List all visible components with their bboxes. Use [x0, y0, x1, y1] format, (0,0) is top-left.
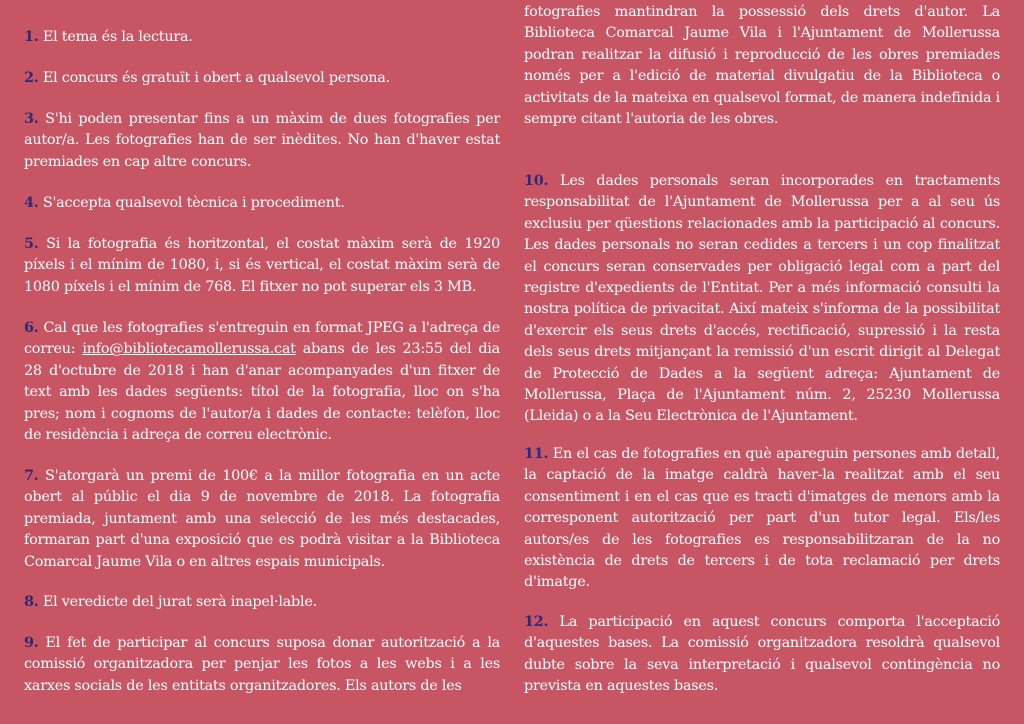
rule-text: Si la fotografia és horitzontal, el costat màxim serà de 1920 píxels i el mínim de 1080, i, si és vertical, el costat màxim serà de 1080 píxels i el mínim de 768. El fitxer no pot superar els 3 MB.: [24, 236, 501, 295]
rule-11: [524, 443, 1000, 594]
rule-6: [24, 317, 500, 446]
rule-text: Cal que les fotografies s'entreguin en format JPEG a l'adreça de correu:: [24, 320, 500, 358]
rule-12: [524, 611, 1000, 698]
rule-number: 10.: [524, 172, 549, 189]
rule-8: [24, 591, 500, 613]
rule-1: [24, 26, 500, 48]
rule-text: El fet de participar al concurs suposa donar autorització a la comissió organitzadora per penjar les fotos a les webs i a les xarxes socials de les entitats organitzadores. Els autors de les: [24, 635, 500, 694]
rule-number: 9.: [24, 634, 39, 651]
rule-number: 7.: [24, 467, 39, 484]
rule-text: abans de les 23:55 del dia 28 d'octubre de 2018 i han d'anar acompanyades d'un fitxer de text amb les dades següents: títol de la fotografia, lloc on s'ha pres; nom i cognoms de l'autor/a i dades de contacte: telèfon, lloc de residència i adreça de correu electrònic.: [24, 341, 500, 444]
rule-number: 5.: [24, 235, 39, 252]
rule-text: El tema és la lectura.: [42, 29, 193, 45]
rule-text: fotografies mantindran la possessió dels drets d'autor. La Biblioteca Comarcal Jaume Vila i l'Ajuntament de Mollerussa podran realitzar la difusió i reproducció de les obres premiades només per a l'edició de material divulgatiu de la Biblioteca o activitats de la mateixa en qualsevol format, de manera indefinida i sempre citant l'autoria de les obres.: [524, 4, 1000, 128]
email-link[interactable]: info@bibliotecamollerussa.cat: [82, 341, 296, 358]
rule-number: 8.: [24, 593, 39, 610]
rule-number: 1.: [24, 28, 39, 45]
rule-text: S'hi poden presentar fins a un màxim de dues fotografies per autor/a. Les fotografies han de ser inèdites. No han d'haver estat premiades en cap altre concurs.: [24, 111, 501, 170]
rule-7: [24, 465, 500, 573]
rule-text: En el cas de fotografies en què apareguin persones amb detall, la captació de la imatge caldrà haver-la realitzat amb el seu consentiment i en el cas que es tracti d'imatges de menors amb la corresponent autorització per part d'un tutor legal. Els/les autors/es de les fotografies es responsabilitzaran de la no existència de drets de tercers i de tota reclamació per drets d'imatge.: [524, 446, 1001, 591]
rule-text: La participació en aquest concurs comporta l'acceptació d'aquestes bases. La comissió organitzadora resoldrà qualsevol dubte sobre la seva interpretació i qualsevol contingència no prevista en aquestes bases.: [524, 614, 1000, 695]
rule-10: [524, 170, 1000, 428]
rule-number: 11.: [524, 445, 549, 462]
rule-number: 4.: [24, 194, 39, 211]
rule-text: S'accepta qualsevol tècnica i procediment.: [42, 195, 345, 211]
rule-number: 2.: [24, 69, 39, 86]
rule-2: [24, 67, 500, 89]
rule-number: 6.: [24, 319, 39, 336]
rule-4: [24, 192, 500, 214]
rule-text: El veredicte del jurat serà inapel·lable.: [42, 594, 317, 610]
rule-text: S'atorgarà un premi de 100€ a la millor fotografia en un acte obert al públic el dia 9 de novembre de 2018. La fotografia premiada, juntament amb una selecció de les més destacades, formaran part d'una exposició que es podrà visitar a la Biblioteca Comarcal Jaume Vila o en altres espais municipals.: [24, 468, 500, 570]
rule-9: [24, 632, 500, 697]
rule-9-continued: [524, 2, 1000, 130]
rule-text: El concurs és gratuït i obert a qualsevol persona.: [42, 70, 390, 86]
rule-number: 3.: [24, 110, 39, 127]
rule-3: [24, 108, 500, 173]
rule-number: 12.: [524, 613, 549, 630]
rule-5: [24, 233, 500, 298]
rule-text: Les dades personals seran incorporades en tractaments responsabilitat de l'Ajuntament de Mollerussa per a al seu ús exclusiu per qüestions relacionades amb la participació al concurs. Les dades personals no seran cedides a tercers i un cop finalitzat el concurs seran conservades per obligació legal com a part del registre d'expedients de l'Entitat. Per a més informació consulti la nostra política de privacitat. Així mateix s'informa de la possibilitat d'exercir els seus drets d'accés, rectificació, supressió i la resta dels seus drets mitjançant la remissió d'un escrit dirigit al Delegat de Protecció de Dades a la següent adreça: Ajuntament de Mollerussa, Plaça de l'Ajuntament núm. 2, 25230 Mollerussa (Lleida) o a la Seu Electrònica de l'Ajuntament.: [524, 173, 1000, 425]
